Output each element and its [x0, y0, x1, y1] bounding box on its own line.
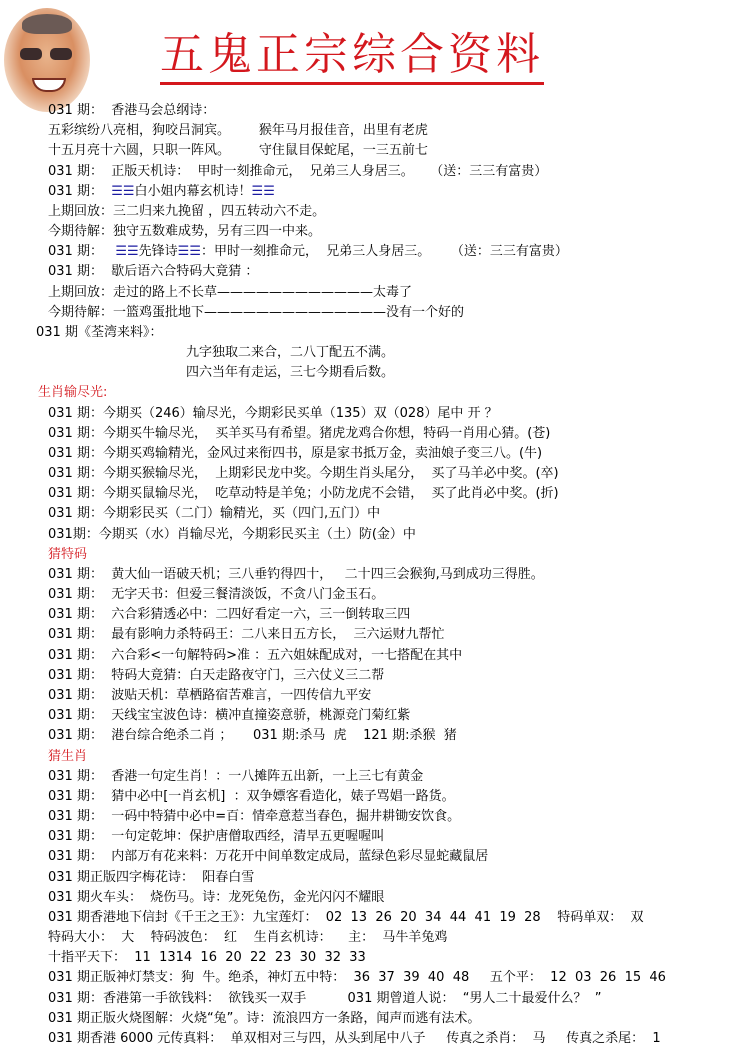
text-line: [0, 1029, 733, 1049]
line-text: 031 期： 香港马会总纲诗：: [48, 103, 216, 118]
text-line: [0, 706, 733, 726]
text-line: [0, 888, 733, 908]
decor-bars: ☰☰: [111, 183, 135, 199]
line-text: 031 期： 歇后语六合特码大竟猜 ：: [48, 264, 259, 280]
line-text: 031 期： 正版天机诗： 甲时一刻推命元， 兄弟三人身居三。 （送：三三有富贵）: [48, 163, 548, 179]
text-line: [0, 202, 733, 222]
text-line: [0, 343, 733, 363]
line-text: 031 期： 猜中必中[一肖玄机] ：双争嫖客看造化，婊子骂娼一路货。: [48, 788, 455, 804]
line-text: 031 期正版四字梅花诗： 阳春白雪: [48, 869, 255, 885]
line-text: 031 期： 波贴天机：草栖路宿苦难言，一四传信九平安: [48, 687, 372, 703]
text-line: [0, 303, 733, 323]
page-title: 五鬼正宗综合资料: [160, 30, 544, 85]
text-line: [0, 827, 733, 847]
text-line: [0, 121, 733, 141]
line-text: 031 期： 天线宝宝波色诗：横冲直撞姿意骄，桃源竞门菊红紫: [48, 708, 411, 724]
line-text: 031 期：今期买牛输尽光， 买羊买马有希望。猪虎龙鸡合你想，特码一肖用心猜。(苍): [48, 425, 551, 441]
avatar-mouth: [32, 78, 66, 92]
text-line: [0, 101, 733, 121]
line-text: 031 期： 一句定乾坤：保护唐僧取西经，清早五更喔喔叫: [48, 829, 385, 845]
decor-bars: ☰☰: [177, 244, 201, 260]
text-line: [0, 726, 733, 746]
text-line: [0, 182, 733, 202]
line-text: 031 期： 港台综合绝杀二肖 ； 031 期:杀马 虎 121 期:杀猴 猪: [48, 728, 457, 744]
text-line: [0, 948, 733, 968]
text-line: [0, 787, 733, 807]
text-line: [0, 222, 733, 242]
text-line: [0, 525, 733, 545]
line-text: 031 期香港 6000 元传真料： 单双相对三与四，从头到尾中八子 传真之杀肖： 马 传真之杀尾： 1: [48, 1030, 661, 1046]
text-line: [0, 162, 733, 182]
avatar: [4, 8, 90, 112]
line-text: 上期回放：三二归来九挽留 ，四五转动六不走。: [48, 203, 326, 219]
line-text: 四六当年有走运，三七今期看后数。: [186, 365, 395, 381]
text-line: [0, 404, 733, 424]
line-text: 特码大小： 大 特码波色： 红 生肖玄机诗： 主： 马牛羊兔鸡: [48, 930, 448, 946]
section-heading: 猜生肖: [48, 748, 88, 764]
line-text: 十五月亮十六圆，只职一阵风。 守住鼠目保蛇尾，一三五前七: [48, 143, 428, 159]
decor-bars: ☰☰: [251, 183, 275, 199]
line-text: 十指平天下： 11 1314 16 20 22 23 30 32 33: [48, 950, 366, 966]
text-line: [0, 847, 733, 867]
decor-bars: ☰☰: [115, 244, 139, 260]
document-body: [0, 101, 733, 1049]
text-line: [0, 767, 733, 787]
line-text: 031 期： 六合彩猜透必中：二四好看定一六，三一倒转取三四: [48, 607, 411, 623]
text-line: [0, 504, 733, 524]
text-line: [0, 1009, 733, 1029]
text-line: [0, 262, 733, 282]
line-text: 031 期：香港第一手欲钱料： 欲钱买一双手 031 期曾道人说： “男人二十最爱什么？ ”: [48, 990, 602, 1006]
line-text: 031 期：今期买（246）输尽光，今期彩民买单（135）双（028）尾中 开 ？: [48, 405, 498, 421]
text-line: [0, 363, 733, 383]
text-line: [0, 565, 733, 585]
line-text: 031 期： 黄大仙一语破天机；三八垂钓得四十， 二十四三会猴狗,马到成功三得胜。: [48, 566, 544, 582]
text-line: [0, 424, 733, 444]
line-text: 031 期： 内部万有花来料：万花开中间单数定成局，蓝绿色彩尽显蛇藏鼠居: [48, 849, 489, 865]
text-line: [0, 666, 733, 686]
line-text: 今期待解：独守五数难成势，另有三四一中来。: [48, 224, 322, 240]
avatar-glasses: [20, 48, 74, 60]
text-line: [0, 323, 733, 343]
line-text: 白小姐内幕玄机诗！: [134, 183, 252, 199]
line-text: 五彩缤纷八亮相，狗咬吕洞宾。 猴年马月报佳音，出里有老虎: [48, 123, 428, 139]
line-text: 上期回放：走过的路上不长草————————————太毒了: [48, 284, 413, 300]
avatar-hair: [22, 14, 72, 34]
line-text: 031 期正版火烧图解：火烧“兔”。诗：流浪四方一条路，闻声而逃有法术。: [48, 1010, 481, 1026]
text-line: [0, 868, 733, 888]
text-line: [0, 968, 733, 988]
text-line: [0, 928, 733, 948]
line-text: 031 期：: [48, 183, 112, 199]
line-text: 031 期：今期买鼠输尽光， 吃草动特是羊兔；小防龙虎不会错， 买了此肖必中奖。(折): [48, 486, 559, 502]
line-text: 先锋诗: [138, 244, 178, 260]
line-text: 031 期香港地下信封《千王之王》：九宝莲灯： 02 13 26 20 34 44 41 19 28 特码单双： 双: [48, 909, 644, 925]
text-line: [0, 989, 733, 1009]
text-line: [0, 585, 733, 605]
line-text: 031 期：今期买鸡输精光，金风过来衔四书，原是家书抵万金，卖油娘子变三八。(牛): [48, 445, 543, 461]
text-line: [0, 646, 733, 666]
text-line: [0, 444, 733, 464]
line-text: 031期：今期买（水）肖输尽光，今期彩民买主（土）防(金）中: [48, 526, 416, 542]
line-text: 031 期：今期买猴输尽光， 上期彩民龙中奖。今期生肖头尾分， 买了马羊必中奖。(卒): [48, 466, 559, 482]
line-text: 031 期：: [48, 244, 116, 260]
text-line: [0, 383, 733, 403]
text-line: [0, 605, 733, 625]
text-line: [0, 484, 733, 504]
text-line: [0, 908, 733, 928]
text-line: [0, 545, 733, 565]
line-text: 031 期正版神灯禁支：狗 牛。绝杀，神灯五中特： 36 37 39 40 48 五个平： 12 03 26 15 46: [48, 970, 666, 986]
text-line: [0, 686, 733, 706]
text-line: [0, 807, 733, 827]
text-line: [0, 464, 733, 484]
line-text: 031 期： 无字天书：但爱三餐清淡饭，不贪八门金玉石。: [48, 587, 385, 603]
text-line: [0, 747, 733, 767]
line-text: 031 期火车头： 烧伤马。诗：龙死兔伤，金光闪闪不耀眼: [48, 889, 385, 905]
line-text: 031 期：今期彩民买（二门）输精光，买（四门,五门）中: [48, 506, 381, 522]
line-text: 031 期： 一码中特猜中必中=百：情牵意惹当春色，掘井耕锄安饮食。: [48, 809, 461, 825]
line-text: 031 期《荃湾来料》：: [36, 324, 163, 340]
line-text: 031 期： 特码大竟猜：白天走路夜守门，三六仗义三二帮: [48, 667, 385, 683]
section-heading: 猜特码: [48, 546, 88, 562]
line-text: 031 期： 最有影响力杀特码王：二八来日五方长， 三六运财九帮忙: [48, 627, 445, 643]
line-text: 今期待解：一篮鸡蛋批地下——————————————没有一个好的: [48, 304, 465, 320]
text-line: [0, 141, 733, 161]
line-text: 031 期： 六合彩<一句解特码>准 ：五六姐妹配成对，一七搭配在其中: [48, 647, 463, 663]
text-line: [0, 242, 733, 262]
line-text: 031 期： 香港一句定生肖！：一八摊阵五出新，一上三七有黄金: [48, 768, 424, 784]
line-text: ：甲时一刻推命元， 兄弟三人身居三。 （送：三三有富贵）: [200, 244, 568, 260]
text-line: [0, 283, 733, 303]
line-text: 九字独取二来合，二八丁配五不满。: [186, 345, 395, 361]
section-heading: 生肖输尽光:: [38, 385, 108, 401]
text-line: [0, 625, 733, 645]
